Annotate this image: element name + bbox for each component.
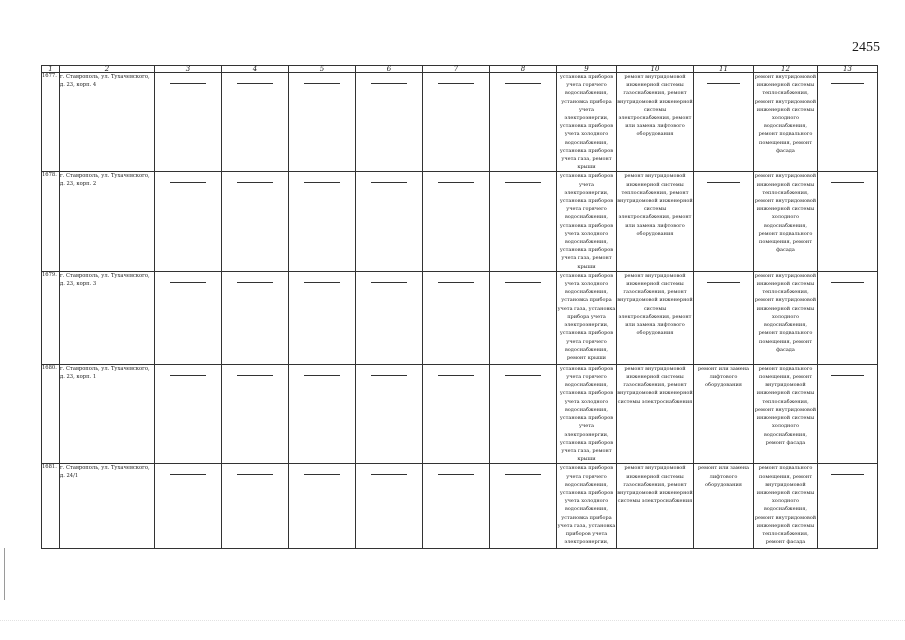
register-table xyxy=(41,65,878,549)
empty-cell xyxy=(423,271,490,364)
empty-cell xyxy=(356,464,423,549)
empty-cell xyxy=(490,364,557,463)
empty-cell xyxy=(289,364,356,463)
empty-cell xyxy=(694,73,754,172)
works-col12: ремонт подвального помещения, ремонт внутридомовой инженерной системы холодного водоснабжения, ремонт внутридомовой инженерной системы теплоснабжения, ремонт фасада xyxy=(754,464,818,549)
works-col10: ремонт внутридомовой инженерной системы газоснабжения, ремонт внутридомовой инженерной системы электроснабжения xyxy=(617,464,694,549)
row-number: 1681. xyxy=(42,464,60,549)
table-row xyxy=(42,464,878,549)
empty-cell xyxy=(289,172,356,271)
col-header-4: 4 xyxy=(222,66,289,73)
row-address: г. Ставрополь, ул. Тухачевского, д. 23, корп. 1 xyxy=(60,364,155,463)
empty-cell xyxy=(818,172,878,271)
col-header-10: 10 xyxy=(617,66,694,73)
works-col12: ремонт подвального помещения, ремонт внутридомовой инженерной системы теплоснабжения, ремонт внутридомовой инженерной системы холодного водоснабжения, ремонт фасада xyxy=(754,364,818,463)
table-row xyxy=(42,364,878,463)
empty-cell xyxy=(155,364,222,463)
scan-footer-artifact xyxy=(0,620,905,631)
empty-cell xyxy=(423,364,490,463)
page-number: 2455 xyxy=(852,40,880,55)
empty-cell xyxy=(490,271,557,364)
row-number: 1678. xyxy=(42,172,60,271)
works-col9: установка приборов учета электроэнергии, установка приборов учета горячего водоснабжения, установка приборов учета холодного водоснабжения, установка приборов учета газа, ремонт крыши xyxy=(557,172,617,271)
empty-cell xyxy=(818,73,878,172)
row-address: г. Ставрополь, ул. Тухачевского, д. 23, корп. 3 xyxy=(60,271,155,364)
table-row xyxy=(42,172,878,271)
works-col9: установка приборов учета холодного водоснабжения, установка прибора учета газа, установка прибора учета электроэнергии, установка приборов учета горячего водоснабжения, ремонт крыши xyxy=(557,271,617,364)
row-address: г. Ставрополь, ул. Тухачевского, д. 23, корп. 4 xyxy=(60,73,155,172)
works-col9: установка приборов учета горячего водоснабжения, установка приборов учета холодного водоснабжения, установка прибора учета газа, установка приборов учета электроэнергии, xyxy=(557,464,617,549)
row-address: г. Ставрополь, ул. Тухачевского, д. 23, корп. 2 xyxy=(60,172,155,271)
row-address: г. Ставрополь, ул. Тухачевского, д. 24/1 xyxy=(60,464,155,549)
col-header-7: 7 xyxy=(423,66,490,73)
empty-cell xyxy=(155,464,222,549)
row-number: 1680. xyxy=(42,364,60,463)
works-col9: установка приборов учета горячего водоснабжения, установка приборов учета холодного водоснабжения, установка приборов учета электроэнергии, установка приборов учета газа, ремонт крыши xyxy=(557,364,617,463)
empty-cell xyxy=(155,73,222,172)
scan-margin-mark xyxy=(4,548,5,600)
empty-cell xyxy=(289,271,356,364)
works-col10: ремонт внутридомовой инженерной системы газоснабжения, ремонт внутридомовой инженерной системы электроснабжения xyxy=(617,364,694,463)
empty-cell xyxy=(222,172,289,271)
col-header-13: 13 xyxy=(818,66,878,73)
col-header-3: 3 xyxy=(155,66,222,73)
empty-cell xyxy=(356,172,423,271)
works-col12: ремонт внутридомовой инженерной системы теплоснабжения, ремонт внутридомовой инженерной системы холодного водоснабжения, ремонт подвального помещения, ремонт фасада xyxy=(754,73,818,172)
works-col12: ремонт внутридомовой инженерной системы теплоснабжения, ремонт внутридомовой инженерной системы холодного водоснабжения, ремонт подвального помещения, ремонт фасада xyxy=(754,172,818,271)
empty-cell xyxy=(818,271,878,364)
empty-cell xyxy=(155,172,222,271)
col-header-11: 11 xyxy=(694,66,754,73)
empty-cell xyxy=(356,364,423,463)
header-row xyxy=(42,66,878,73)
empty-cell xyxy=(222,364,289,463)
table-row xyxy=(42,271,878,364)
empty-cell xyxy=(423,172,490,271)
works-col12: ремонт внутридомовой инженерной системы теплоснабжения, ремонт внутридомовой инженерной системы холодного водоснабжения, ремонт подвального помещения, ремонт фасада xyxy=(754,271,818,364)
empty-cell xyxy=(222,464,289,549)
col-header-9: 9 xyxy=(557,66,617,73)
works-col11: ремонт или замена лифтового оборудования xyxy=(694,364,754,463)
empty-cell xyxy=(694,172,754,271)
empty-cell xyxy=(490,172,557,271)
works-col11: ремонт или замена лифтового оборудования xyxy=(694,464,754,549)
empty-cell xyxy=(490,73,557,172)
works-col10: ремонт внутридомовой инженерной системы газоснабжения, ремонт внутридомовой инженерной системы электроснабжения, ремонт или замена лифтового оборудования xyxy=(617,73,694,172)
row-number: 1679. xyxy=(42,271,60,364)
col-header-8: 8 xyxy=(490,66,557,73)
col-header-12: 12 xyxy=(754,66,818,73)
row-number: 1677. xyxy=(42,73,60,172)
empty-cell xyxy=(818,364,878,463)
empty-cell xyxy=(694,271,754,364)
empty-cell xyxy=(289,464,356,549)
empty-cell xyxy=(222,271,289,364)
col-header-1: 1 xyxy=(42,66,60,73)
works-col9: установка приборов учета горячего водоснабжения, установка прибора учета электроэнергии, установка приборов учета холодного водоснабжения, установка приборов учета газа, ремонт крыши xyxy=(557,73,617,172)
table-row xyxy=(42,73,878,172)
col-header-2: 2 xyxy=(60,66,155,73)
empty-cell xyxy=(155,271,222,364)
col-header-6: 6 xyxy=(356,66,423,73)
col-header-5: 5 xyxy=(289,66,356,73)
works-col10: ремонт внутридомовой инженерной системы газоснабжения, ремонт внутридомовой инженерной системы электроснабжения, ремонт или замена лифтового оборудования xyxy=(617,271,694,364)
empty-cell xyxy=(490,464,557,549)
empty-cell xyxy=(356,73,423,172)
empty-cell xyxy=(289,73,356,172)
empty-cell xyxy=(423,73,490,172)
works-col10: ремонт внутридомовой инженерной системы теплоснабжения, ремонт внутридомовой инженерной системы электроснабжения, ремонт или замена лифтового оборудования xyxy=(617,172,694,271)
empty-cell xyxy=(423,464,490,549)
empty-cell xyxy=(356,271,423,364)
empty-cell xyxy=(818,464,878,549)
empty-cell xyxy=(222,73,289,172)
